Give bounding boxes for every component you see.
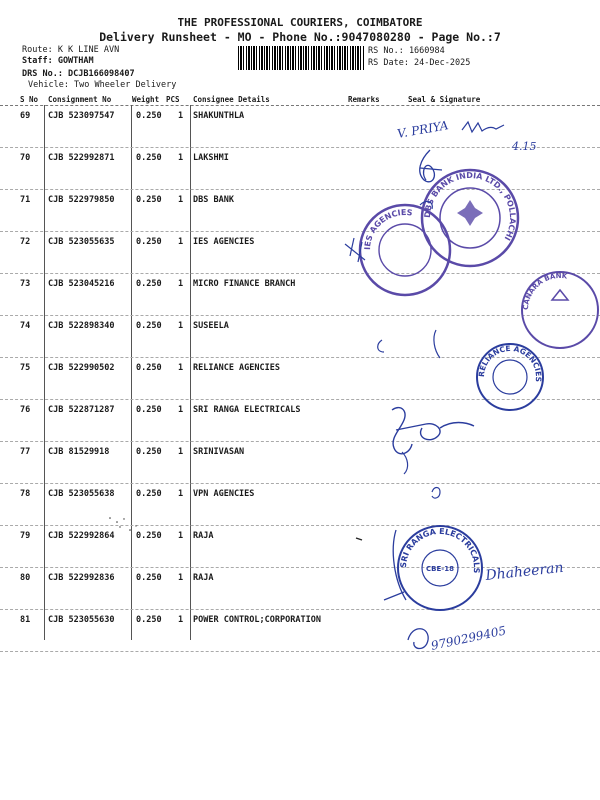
row-sno: 69 (20, 111, 31, 121)
electricals-stamp-code: CBE-18 (426, 565, 454, 573)
col-weight: Weight (132, 95, 160, 104)
reliance-stamp-text: RELIANCE AGENCIES (476, 343, 544, 383)
row-consignee: DBS BANK (193, 195, 234, 205)
signature-row-74b (434, 330, 440, 358)
rs-number: RS No.: 1660984 (368, 46, 445, 56)
signature-row-78 (432, 488, 440, 499)
row-consignment: CJB 81529918 (48, 447, 110, 457)
row-pcs: 1 (178, 195, 184, 205)
row-pcs: 1 (178, 111, 184, 121)
electricals-stamp-text: SRI RANGA ELECTRICALS (398, 526, 482, 574)
company-title: THE PROFESSIONAL COURIERS, COIMBATORE (177, 16, 423, 29)
row-pcs: 1 (178, 615, 184, 625)
row-pcs: 1 (178, 405, 184, 415)
col-consignee: Consignee Details (193, 95, 270, 104)
row-pcs: 1 (178, 447, 184, 457)
row-sno: 81 (20, 615, 31, 625)
row-pcs: 1 (178, 237, 184, 247)
row-sno: 71 (20, 195, 31, 205)
row-consignee: SRINIVASAN (193, 447, 245, 457)
row-consignment: CJB 522898340 (48, 321, 115, 331)
row-consignment: CJB 522992864 (48, 531, 115, 541)
vehicle-label: Vehicle: Two Wheeler Delivery (28, 80, 177, 90)
row-weight: 0.250 (136, 195, 162, 205)
row-consignment: CJB 523055638 (48, 489, 115, 499)
ies-stamp-text: IES AGENCIES (362, 207, 413, 251)
dbs-stamp-text: DBS BANK INDIA LTD., POLLACHI (422, 170, 518, 242)
sri-ranga-electricals-stamp (384, 526, 482, 610)
row-consignee: POWER CONTROL;CORPORATION (193, 615, 321, 625)
col-sno: S No (20, 95, 39, 104)
row-weight: 0.250 (136, 615, 162, 625)
staff-label: Staff: GOWTHAM (22, 56, 94, 66)
row-pcs: 1 (178, 153, 184, 163)
signature-row-74 (378, 340, 384, 352)
row-sno: 76 (20, 405, 31, 415)
row-consignee: SHAKUNTHLA (193, 111, 245, 121)
row-weight: 0.250 (136, 447, 162, 457)
row-sno: 80 (20, 573, 31, 583)
signature-row-70 (420, 150, 442, 182)
row-consignment: CJB 523097547 (48, 111, 115, 121)
row-consignee: SRI RANGA ELECTRICALS (193, 405, 301, 415)
row-sno: 78 (20, 489, 31, 499)
row-pcs: 1 (178, 573, 184, 583)
row-consignment: CJB 523055635 (48, 237, 115, 247)
rs-date: RS Date: 24-Dec-2025 (368, 58, 471, 68)
col-consignment: Consignment No (48, 95, 112, 104)
col-seal: Seal & Signature (408, 95, 481, 104)
speckles (109, 517, 136, 531)
row-weight: 0.250 (136, 111, 162, 121)
row-weight: 0.250 (136, 489, 162, 499)
row-sno: 77 (20, 447, 31, 457)
row-weight: 0.250 (136, 573, 162, 583)
row-consignee: MICRO FINANCE BRANCH (193, 279, 296, 289)
row-weight: 0.250 (136, 237, 162, 247)
runsheet-subtitle: Delivery Runsheet - MO - Phone No.:9047080280 - Page No.:7 (99, 30, 501, 44)
row-sno: 72 (20, 237, 31, 247)
row-sno: 70 (20, 153, 31, 163)
row-consignment: CJB 522992871 (48, 153, 115, 163)
row-weight: 0.250 (136, 279, 162, 289)
row-weight: 0.250 (136, 531, 162, 541)
row-consignee: RAJA (193, 573, 214, 583)
signature-row-76 (392, 408, 474, 454)
row-consignment: CJB 522990502 (48, 363, 115, 373)
row-consignee: VPN AGENCIES (193, 489, 255, 499)
row-pcs: 1 (178, 321, 184, 331)
row-pcs: 1 (178, 531, 184, 541)
signature-row-77 (402, 452, 408, 474)
drs-number: DRS No.: DCJB166098407 (22, 69, 135, 79)
row-pcs: 1 (178, 363, 184, 373)
row-pcs: 1 (178, 279, 184, 289)
route-label: Route: K K LINE AVN (22, 45, 120, 55)
row-consignee: LAKSHMI (193, 153, 229, 163)
phone-number: 9790299405 (429, 623, 508, 653)
row-consignment: CJB 522992836 (48, 573, 115, 583)
canara-stamp-text: CANARA BANK (521, 271, 568, 311)
col-remarks: Remarks (348, 95, 380, 104)
row-sno: 73 (20, 279, 31, 289)
row-weight: 0.250 (136, 321, 162, 331)
row-sno: 75 (20, 363, 31, 373)
row-pcs: 1 (178, 489, 184, 499)
signature-row-81 (408, 623, 507, 653)
row-sno: 79 (20, 531, 31, 541)
row-weight: 0.250 (136, 363, 162, 373)
canara-bank-stamp (522, 272, 598, 348)
row-consignee: RAJA (193, 531, 214, 541)
row-consignee: RELIANCE AGENCIES (193, 363, 280, 373)
remark-mark (356, 538, 362, 540)
row-weight: 0.250 (136, 153, 162, 163)
svg-text:RELIANCE AGENCIES (477, 344, 543, 382)
time-text: 4.15 (512, 140, 537, 153)
row-consignee: IES AGENCIES (193, 237, 255, 247)
row-consignee: SUSEELA (193, 321, 229, 331)
row-consignment: CJB 523055630 (48, 615, 115, 625)
reliance-agencies-stamp (477, 344, 543, 410)
row-sno: 74 (20, 321, 31, 331)
row-consignment: CJB 522979850 (48, 195, 115, 205)
row-consignment: CJB 523045216 (48, 279, 115, 289)
svg-text:IES AGENCIES (363, 208, 413, 250)
row-consignment: CJB 522871287 (48, 405, 115, 415)
signature-text: V. PRIYA (396, 118, 450, 141)
signature-row-69 (396, 118, 536, 153)
col-pcs: PCS (166, 95, 180, 104)
row-weight: 0.250 (136, 405, 162, 415)
signature-row-79: Dhaheeran (484, 559, 565, 584)
